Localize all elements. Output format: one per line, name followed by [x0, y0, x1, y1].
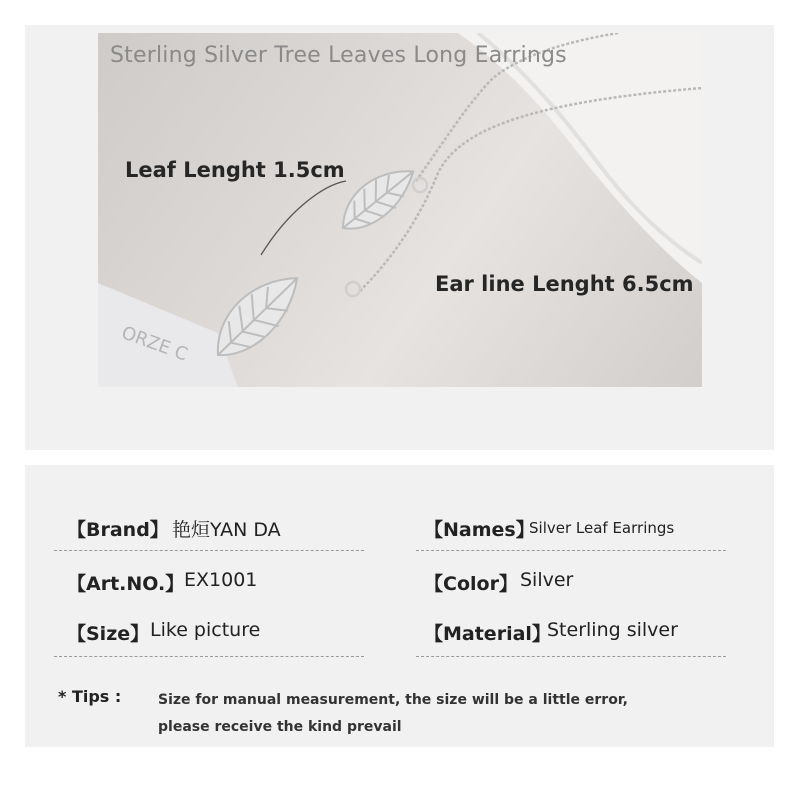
divider: [416, 656, 726, 657]
size-value: Like picture: [150, 619, 261, 641]
divider: [54, 550, 364, 551]
tips-label: * Tips :: [58, 687, 122, 706]
paper-card: [98, 283, 238, 387]
photo-title: Sterling Silver Tree Leaves Long Earrings: [110, 43, 567, 68]
divider: [416, 550, 726, 551]
art-no-value: EX1001: [184, 569, 258, 591]
material-value: Sterling silver: [547, 619, 678, 641]
tips-line-2: please receive the kind prevail: [158, 719, 402, 735]
leaf-length-label: Leaf Lenght 1.5cm: [125, 158, 345, 182]
leaf-length-arc: [261, 181, 346, 255]
brand-label: 【Brand】: [67, 519, 169, 541]
brand-value: 艳烜YAN DA: [172, 519, 281, 541]
material-label: 【Material】: [424, 623, 551, 645]
color-value: Silver: [520, 569, 574, 591]
ear-line-length-label: Ear line Lenght 6.5cm: [435, 272, 694, 296]
art-no-label: 【Art.NO.】: [67, 573, 185, 595]
color-label: 【Color】: [424, 573, 518, 595]
leaf-lower: [200, 263, 313, 368]
names-label: 【Names】: [424, 519, 535, 541]
size-label: 【Size】: [67, 623, 150, 645]
tips-line-1: Size for manual measurement, the size will be a little error,: [158, 692, 628, 708]
earrings-illustration: [98, 33, 702, 387]
names-value: Silver Leaf Earrings: [529, 519, 675, 537]
divider: [54, 656, 364, 657]
product-photo: [98, 33, 702, 387]
plate-shape: [458, 33, 702, 283]
paper-card-text: ORZE C: [118, 322, 191, 366]
